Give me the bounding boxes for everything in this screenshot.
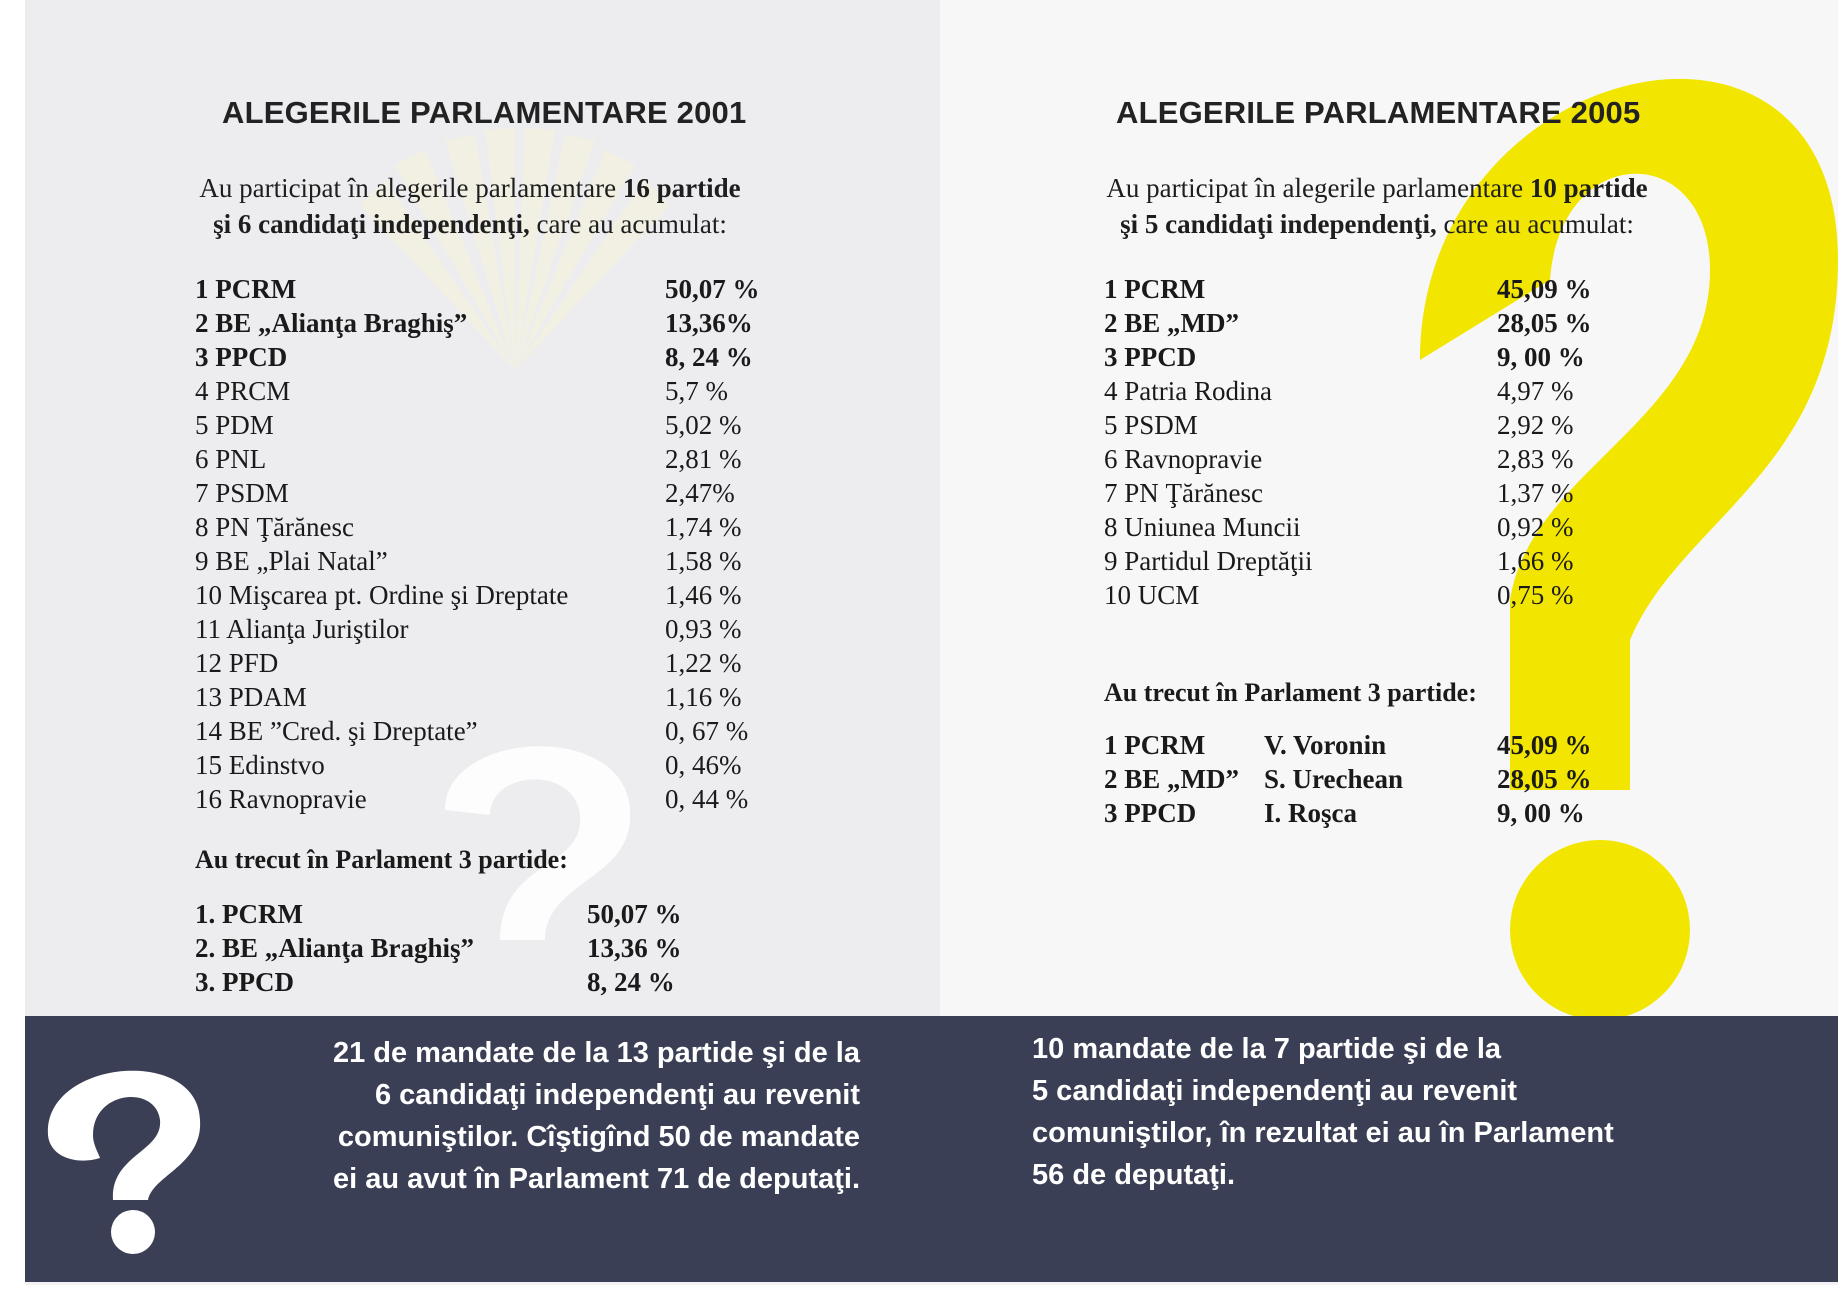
result-row	[195, 374, 795, 408]
vote-percentage: 9, 00 %	[1497, 798, 1585, 828]
intro-2005-parties: 10 partide	[1529, 173, 1648, 203]
party-name: 1 PCRM	[1104, 730, 1206, 760]
party-name: 1 PCRM	[1104, 274, 1206, 304]
party-name: 4 Patria Rodina	[1104, 376, 1272, 406]
vote-percentage: 2,92 %	[1497, 410, 1574, 440]
result-row	[195, 931, 715, 965]
result-row	[1104, 374, 1604, 408]
vote-percentage: 0,75 %	[1497, 580, 1574, 610]
intro-2001-suffix: care au acumulat:	[529, 209, 727, 239]
result-row	[195, 442, 795, 476]
vote-percentage: 9, 00 %	[1497, 342, 1585, 372]
question-mark-icon	[38, 1040, 208, 1255]
vote-percentage: 5,02 %	[665, 410, 742, 440]
intro-2005-prefix: Au participat în alegerile parlamentare	[1106, 173, 1530, 203]
party-name: 9 BE „Plai Natal”	[195, 546, 388, 576]
party-name: 3 PPCD	[1104, 342, 1197, 372]
vote-percentage: 5,7 %	[665, 376, 728, 406]
vote-percentage: 28,05 %	[1497, 308, 1592, 338]
result-row	[1104, 408, 1604, 442]
result-row	[1104, 578, 1604, 612]
party-name: 6 PNL	[195, 444, 267, 474]
result-row	[195, 748, 795, 782]
title-2001: ALEGERILE PARLAMENTARE 2001	[222, 95, 747, 130]
party-name: 12 PFD	[195, 648, 279, 678]
party-name: 15 Edinstvo	[195, 750, 325, 780]
party-name: 5 PDM	[195, 410, 274, 440]
intro-2001-prefix: Au participat în alegerile parlamentare	[199, 173, 623, 203]
result-row	[1104, 796, 1604, 830]
result-row	[195, 272, 795, 306]
banner-text-2001: 21 de mandate de la 13 partide şi de la 6 candidaţi independenţi au revenit comuniştilor. Cîştigînd 50 de mandate ei au avut în Parlament 71 de deputaţi.	[332, 1037, 860, 1195]
party-name: 7 PSDM	[195, 478, 289, 508]
result-row	[195, 340, 795, 374]
vote-percentage: 2,47%	[665, 478, 735, 508]
party-name: 5 PSDM	[1104, 410, 1198, 440]
intro-2005-suffix: care au acumulat:	[1436, 209, 1634, 239]
party-name: 8 PN Ţărănesc	[195, 512, 354, 542]
intro-2001-independents: şi 6 candidaţi independenţi,	[213, 209, 530, 239]
vote-percentage: 0,93 %	[665, 614, 742, 644]
result-row	[195, 714, 795, 748]
result-row	[195, 965, 715, 999]
party-name: 2 BE „Alianţa Braghiş”	[195, 308, 468, 338]
vote-percentage: 1,22 %	[665, 648, 742, 678]
result-row	[195, 782, 795, 816]
vote-percentage: 1,66 %	[1497, 546, 1574, 576]
party-name: 7 PN Ţărănesc	[1104, 478, 1263, 508]
vote-percentage: 1,16 %	[665, 682, 742, 712]
vote-percentage: 50,07 %	[587, 899, 682, 929]
party-name: 11 Alianţa Juriştilor	[195, 614, 409, 644]
result-row	[195, 306, 795, 340]
title-2005: ALEGERILE PARLAMENTARE 2005	[1116, 95, 1641, 130]
vote-percentage: 28,05 %	[1497, 764, 1592, 794]
party-name: 10 Mişcarea pt. Ordine şi Dreptate	[195, 580, 569, 610]
result-row	[195, 646, 795, 680]
passed-list-2005	[1104, 728, 1604, 830]
party-name: 8 Uniunea Muncii	[1104, 512, 1301, 542]
result-row	[1104, 306, 1604, 340]
vote-percentage: 13,36 %	[587, 933, 682, 963]
result-row	[1104, 340, 1604, 374]
result-row	[195, 476, 795, 510]
vote-percentage: 2,83 %	[1497, 444, 1574, 474]
intro-2005	[1062, 170, 1692, 242]
vote-percentage: 0, 46%	[665, 750, 742, 780]
party-name: 10 UCM	[1104, 580, 1200, 610]
results-list-2001	[195, 272, 795, 816]
passed-heading-2005: Au trecut în Parlament 3 partide:	[1104, 678, 1477, 707]
vote-percentage: 2,81 %	[665, 444, 742, 474]
result-row	[1104, 762, 1604, 796]
party-leader: I. Roşca	[1264, 798, 1357, 828]
vote-percentage: 50,07 %	[665, 274, 760, 304]
party-name: 6 Ravnopravie	[1104, 444, 1263, 474]
party-name: 4 PRCM	[195, 376, 291, 406]
vote-percentage: 0, 44 %	[665, 784, 749, 814]
intro-2001-parties: 16 partide	[622, 173, 741, 203]
vote-percentage: 0, 67 %	[665, 716, 749, 746]
vote-percentage: 1,58 %	[665, 546, 742, 576]
result-row	[1104, 272, 1604, 306]
party-name: 1. PCRM	[195, 899, 303, 929]
result-row	[1104, 442, 1604, 476]
vote-percentage: 45,09 %	[1497, 274, 1592, 304]
vote-percentage: 4,97 %	[1497, 376, 1574, 406]
passed-list-2001	[195, 897, 715, 999]
passed-heading-2001: Au trecut în Parlament 3 partide:	[195, 845, 568, 874]
vote-percentage: 45,09 %	[1497, 730, 1592, 760]
party-name: 1 PCRM	[195, 274, 297, 304]
result-row	[1104, 476, 1604, 510]
party-name: 3 PPCD	[195, 342, 288, 372]
party-name: 2. BE „Alianţa Braghiş”	[195, 933, 475, 963]
vote-percentage: 1,46 %	[665, 580, 742, 610]
result-row	[195, 544, 795, 578]
results-list-2005	[1104, 272, 1604, 612]
vote-percentage: 0,92 %	[1497, 512, 1574, 542]
party-name: 2 BE „MD”	[1104, 308, 1239, 338]
intro-2005-independents: şi 5 candidaţi independenţi,	[1120, 209, 1437, 239]
result-row	[195, 897, 715, 931]
result-row	[195, 510, 795, 544]
vote-percentage: 1,74 %	[665, 512, 742, 542]
result-row	[195, 680, 795, 714]
party-name: 9 Partidul Dreptăţii	[1104, 546, 1313, 576]
party-name: 2 BE „MD”	[1104, 764, 1239, 794]
result-row	[1104, 544, 1604, 578]
result-row	[195, 408, 795, 442]
vote-percentage: 8, 24 %	[665, 342, 753, 372]
party-name: 3 PPCD	[1104, 798, 1197, 828]
party-name: 14 BE ”Cred. şi Dreptate”	[195, 716, 478, 746]
intro-2001	[150, 170, 790, 242]
result-row	[195, 612, 795, 646]
party-name: 16 Ravnopravie	[195, 784, 367, 814]
vote-percentage: 1,37 %	[1497, 478, 1574, 508]
vote-percentage: 8, 24 %	[587, 967, 675, 997]
result-row	[195, 578, 795, 612]
party-name: 13 PDAM	[195, 682, 307, 712]
party-leader: S. Urechean	[1264, 764, 1403, 794]
banner-text-2005: 10 mandate de la 7 partide şi de la 5 candidaţi independenţi au revenit comuniştilor, în rezultat ei au în Parlament 56 de deputaţi.	[1032, 1033, 1614, 1191]
vote-percentage: 13,36%	[665, 308, 753, 338]
party-leader: V. Voronin	[1264, 730, 1387, 760]
result-row	[1104, 510, 1604, 544]
result-row	[1104, 728, 1604, 762]
party-name: 3. PPCD	[195, 967, 294, 997]
